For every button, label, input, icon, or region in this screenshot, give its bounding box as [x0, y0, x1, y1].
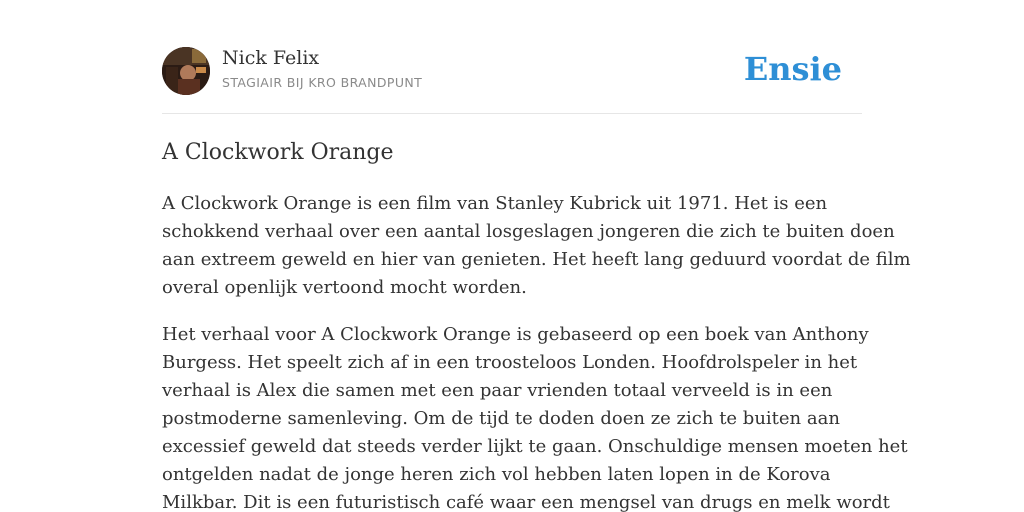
paragraph-line: ontgelden nadat de jonge heren zich vol hebben laten lopen in de Korova — [162, 464, 831, 485]
paragraph-line: Het verhaal voor A Clockwork Orange is gebaseerd op een boek van Anthony — [162, 324, 869, 345]
paragraph-line: overal openlijk vertoond mocht worden. — [162, 277, 527, 298]
article-card — [162, 0, 911, 512]
article-title: A Clockwork Orange — [162, 140, 394, 165]
paragraph-line: schokkend verhaal over een aantal losgeslagen jongeren die zich te buiten doen — [162, 221, 895, 242]
paragraph-line: Burgess. Het speelt zich af in een troosteloos Londen. Hoofdrolspeler in het — [162, 352, 858, 373]
paragraph-line: postmoderne samenleving. Om de tijd te doden doen ze zich te buiten aan — [162, 408, 840, 429]
paragraph — [162, 321, 908, 512]
avatar-photo — [162, 47, 210, 95]
paragraph — [162, 190, 911, 302]
paragraph-line: aan extreem geweld en hier van genieten. Het heeft lang geduurd voordat de film — [162, 249, 911, 270]
article-body — [162, 190, 911, 512]
paragraph-line: A Clockwork Orange is een film van Stanley Kubrick uit 1971. Het is een — [162, 193, 828, 214]
paragraph-line: excessief geweld dat steeds verder lijkt te gaan. Onschuldige mensen moeten het — [162, 436, 908, 457]
paragraph-line: Milkbar. Dit is een futuristisch café waar een mengsel van drugs en melk wordt — [162, 492, 890, 512]
author-role: STAGIAIR BIJ KRO BRANDPUNT — [222, 75, 423, 90]
paragraph-line: verhaal is Alex die samen met een paar vrienden totaal verveeld is in een — [162, 380, 833, 401]
author-name[interactable]: Nick Felix — [222, 47, 320, 69]
avatar[interactable] — [162, 47, 210, 95]
article-header — [162, 0, 862, 114]
ensie-logo[interactable]: Ensie — [743, 50, 842, 88]
